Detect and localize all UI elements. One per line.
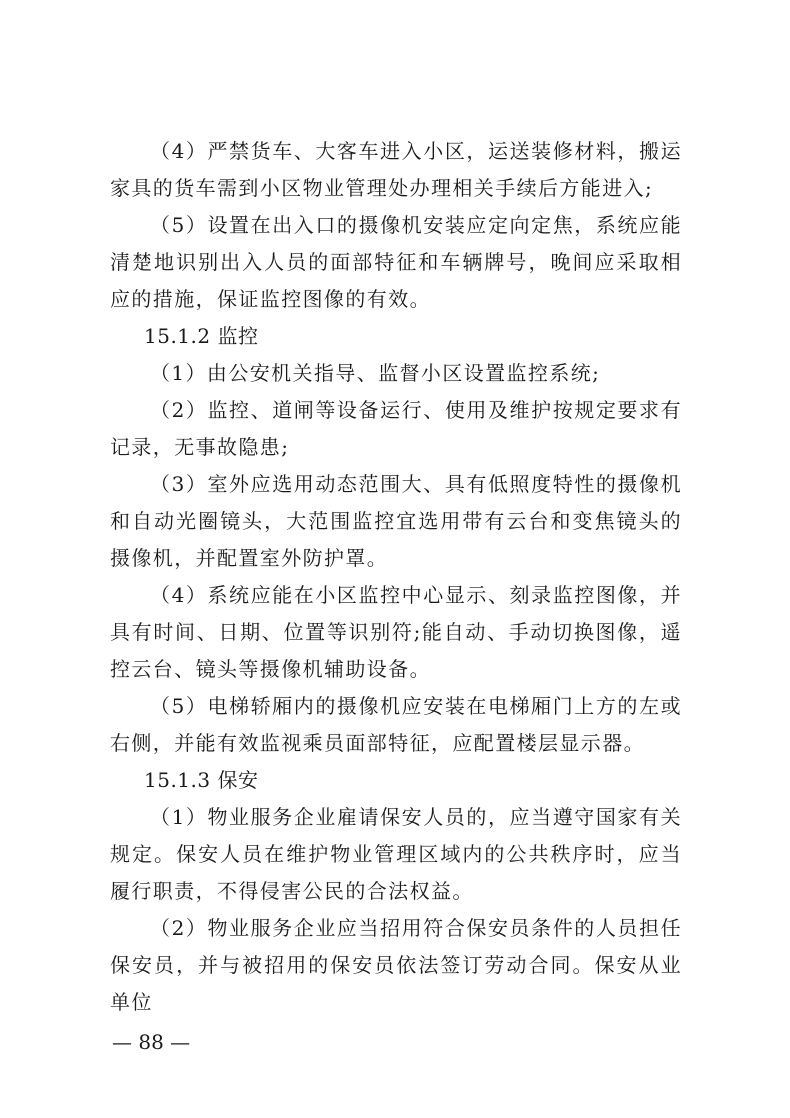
- document-body: [110, 133, 682, 1021]
- paragraph: （5）设置在出入口的摄像机安装应定向定焦，系统应能清楚地识别出入人员的面部特征和车辆牌号，晚间应采取相应的措施，保证监控图像的有效。: [110, 213, 682, 311]
- paragraph: （2）物业服务企业应当招用符合保安员条件的人员担任保安员，并与被招用的保安员依法签订劳动合同。保安从业单位: [110, 916, 682, 1014]
- section-heading: 15.1.2 监控: [144, 324, 259, 348]
- paragraph: （4）严禁货车、大客车进入小区，运送装修材料，搬运家具的货车需到小区物业管理处办理相关手续后方能进入;: [110, 139, 682, 200]
- paragraph: （3）室外应选用动态范围大、具有低照度特性的摄像机和自动光圈镜头，大范围监控宜选用带有云台和变焦镜头的摄像机，并配置室外防护罩。: [110, 472, 682, 570]
- page-number: — 88 —: [112, 1030, 191, 1054]
- paragraph: （1）物业服务企业雇请保安人员的，应当遵守国家有关规定。保安人员在维护物业管理区域内的公共秩序时，应当履行职责，不得侵害公民的合法权益。: [110, 805, 682, 903]
- paragraph: （2）监控、道闸等设备运行、使用及维护按规定要求有记录，无事故隐患;: [110, 398, 682, 459]
- paragraph: （4）系统应能在小区监控中心显示、刻录监控图像，并具有时间、日期、位置等识别符;能自动、手动切换图像，遥控云台、镜头等摄像机辅助设备。: [110, 583, 682, 681]
- section-heading: 15.1.3 保安: [144, 768, 259, 792]
- paragraph: （5）电梯轿厢内的摄像机应安装在电梯厢门上方的左或右侧，并能有效监视乘员面部特征，应配置楼层显示器。: [110, 694, 682, 755]
- paragraph: （1）由公安机关指导、监督小区设置监控系统;: [150, 361, 601, 385]
